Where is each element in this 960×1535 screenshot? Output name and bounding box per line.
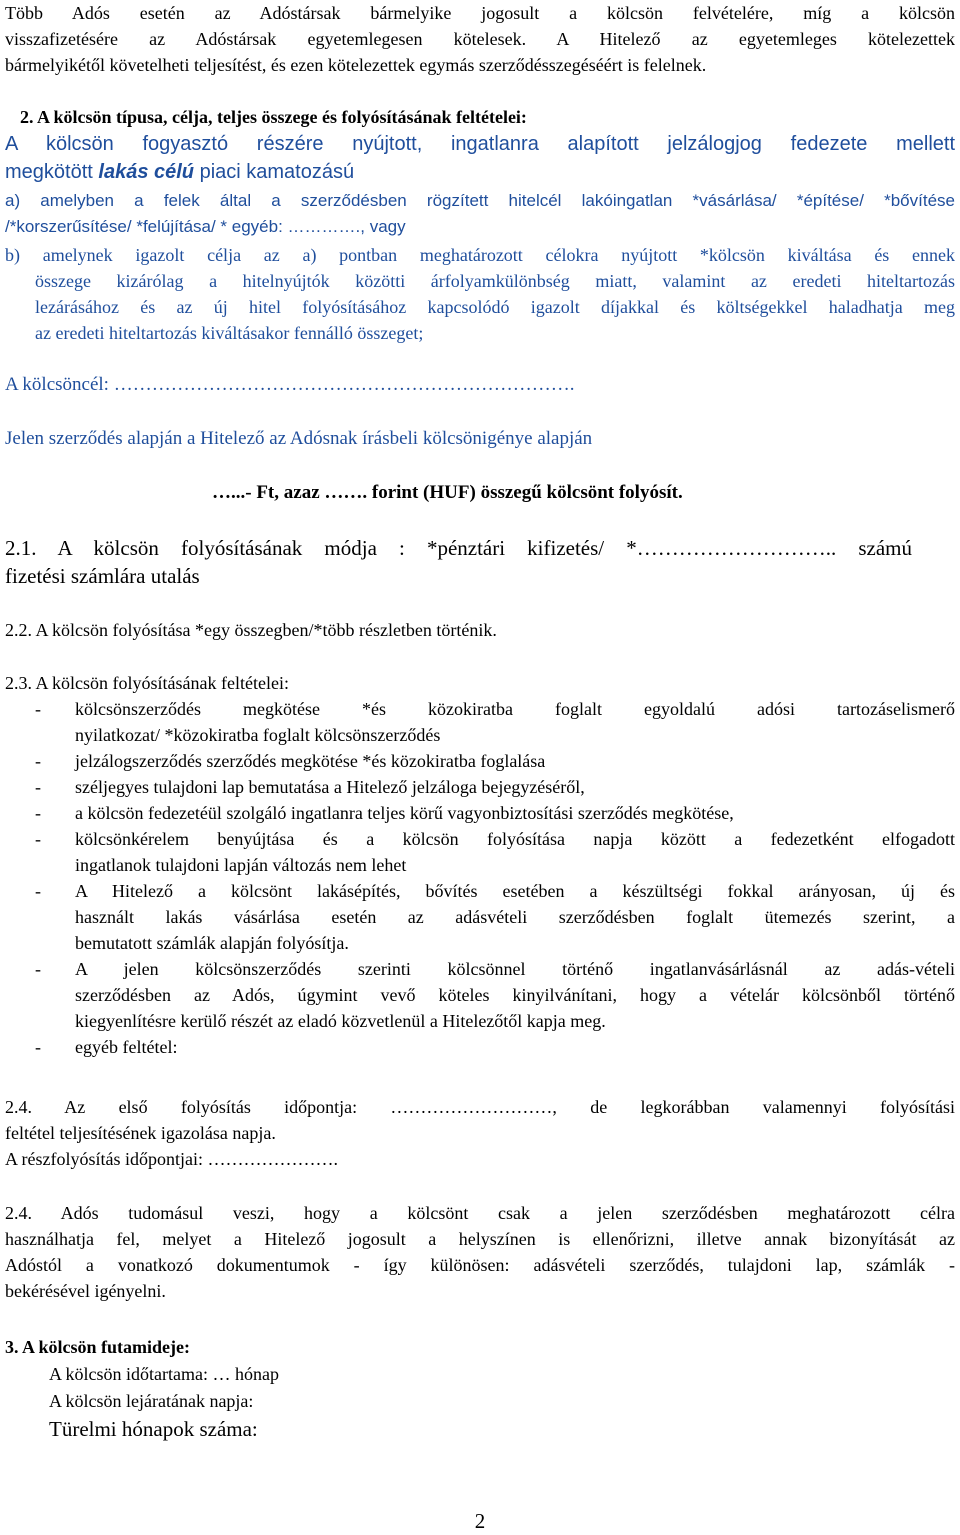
item-b-line-1: b) amelynek igazolt célja az a) pontban meghatározott célokra nyújtott *kölcsön kiváltása és ennek bbox=[5, 245, 955, 265]
contract-basis: Jelen szerződés alapján a Hitelező az Adósnak írásbeli kölcsönigénye alapján bbox=[5, 428, 593, 449]
condition-line: széljegyes tulajdoni lap bemutatása a Hitelező jelzáloga bejegyzéséről, bbox=[75, 777, 585, 797]
list-dash: - bbox=[35, 881, 41, 901]
section-2-2: 2.2. A kölcsön folyósítása *egy összegben/*több részletben történik. bbox=[5, 620, 497, 640]
condition-line: jelzálogszerződés szerződés megkötése *és közokiratba foglalása bbox=[75, 751, 546, 771]
page-number: 2 bbox=[474, 1509, 486, 1533]
condition-line: A jelen kölcsönszerződés szerinti kölcsönnel történő ingatlanvásárlásnál az adás-vételi bbox=[75, 959, 955, 979]
section-3-heading: 3. A kölcsön futamideje: bbox=[5, 1337, 191, 1357]
condition-line: bemutatott számlák alapján folyósítja. bbox=[75, 933, 349, 953]
purpose-use-line-1: 2.4. Adós tudomásul veszi, hogy a kölcsönt csak a jelen szerződésben meghatározott célra bbox=[5, 1203, 955, 1223]
loan-type-line-2 bbox=[5, 158, 955, 186]
condition-line: nyilatkozat/ *közokiratba foglalt kölcsönszerződés bbox=[75, 725, 441, 745]
list-dash: - bbox=[35, 803, 41, 823]
condition-line: egyéb feltétel: bbox=[75, 1037, 178, 1057]
loan-type-line-1: A kölcsön fogyasztó részére nyújtott, ingatlanra alapított jelzálogjog fedezete mellett bbox=[5, 133, 955, 155]
intro-line-3: bármelyikétől követelheti teljesítést, és ezen kötelezettek egymás szerződésszegéséért is felelnek. bbox=[5, 55, 707, 75]
item-a-line-2: /*korszerűsítése/ *felújítása/ * egyéb: …………., vagy bbox=[5, 217, 406, 236]
condition-item bbox=[5, 956, 955, 1034]
first-disbursement-line-1: 2.4. Az első folyósítás időpontja: ………………………, de legkorábban valamennyi folyósítási bbox=[5, 1097, 955, 1117]
loan-maturity-date: A kölcsön lejáratának napja: bbox=[49, 1391, 254, 1411]
item-b-line-3: lezárásához és az új hitel folyósításához kapcsolódó igazolt díjakkal és költségekkel haladhatja meg bbox=[35, 297, 955, 317]
list-dash: - bbox=[35, 1037, 41, 1057]
section-2-1-line-2: fizetési számlára utalás bbox=[5, 564, 200, 588]
item-b-line-2: összege kizárólag a hitelnyújtók közötti árfolyamkülönbség miatt, valamint az eredeti hiteltartozás bbox=[35, 271, 955, 291]
section-2-1-line-1: 2.1. A kölcsön folyósításának módja : *pénztári kifizetés/ *……………………….. számú bbox=[5, 536, 912, 560]
section-2-heading: 2. A kölcsön típusa, célja, teljes összege és folyósításának feltételei: bbox=[20, 107, 527, 127]
list-dash: - bbox=[35, 699, 41, 719]
condition-item bbox=[5, 1034, 955, 1060]
condition-line: a kölcsön fedezetéül szolgáló ingatlanra teljes körű vagyonbiztosítási szerződés megkötése, bbox=[75, 803, 734, 823]
item-b-line-4: az eredeti hiteltartozás kiváltásakor fennálló összeget; bbox=[35, 323, 424, 343]
list-dash: - bbox=[35, 829, 41, 849]
purpose-use-line-2: használhatja fel, melyet a Hitelező jogosult a helyszínen is ellenőrizni, illetve annak bizonyítását az bbox=[5, 1229, 955, 1249]
purpose-use-line-4: bekérésével igényelni. bbox=[5, 1281, 166, 1301]
loan-purpose-emphasis: lakás célú bbox=[98, 161, 195, 183]
condition-item bbox=[5, 748, 955, 774]
condition-line: használt lakás vásárlása esetén az adásvételi szerződésben foglalt ütemezés szerint, a bbox=[75, 907, 955, 927]
list-dash: - bbox=[35, 959, 41, 979]
section-2-1 bbox=[5, 534, 955, 590]
condition-item bbox=[5, 696, 955, 748]
intro-line-1: Több Adós esetén az Adóstársak bármelyike jogosult a kölcsön felvételére, míg a kölcsön bbox=[5, 3, 955, 23]
condition-line: kiegyenlítésre kerülő részét az eladó közvetlenül a Hitelezőtől kapja meg. bbox=[75, 1011, 606, 1031]
section-2-3-heading: 2.3. A kölcsön folyósításának feltételei: bbox=[5, 673, 289, 693]
first-disbursement-line-2: feltétel teljesítésének igazolása napja. bbox=[5, 1123, 276, 1143]
loan-amount: …...- Ft, azaz ……. forint (HUF) összegű kölcsönt folyósít. bbox=[212, 482, 683, 503]
item-a-line-1: a) amelyben a felek által a szerződésben rögzített hitelcél lakóingatlan *vásárlása/ *építése/ *bővítése bbox=[5, 191, 955, 210]
condition-line: kölcsönkérelem benyújtása és a kölcsön folyósítása napja között a fedezetként elfogadott bbox=[75, 829, 955, 849]
partial-disbursement-dates: A részfolyósítás időpontjai: …………………. bbox=[5, 1149, 338, 1169]
loan-type-text-b: piaci kamatozású bbox=[194, 161, 355, 183]
condition-item bbox=[5, 800, 955, 826]
item-b bbox=[5, 242, 955, 346]
section-3 bbox=[5, 1334, 955, 1444]
condition-item bbox=[5, 826, 955, 878]
section-2 bbox=[5, 104, 955, 346]
loan-purpose-field: A kölcsöncél: ………………………………………………………………. bbox=[5, 374, 575, 395]
list-dash: - bbox=[35, 777, 41, 797]
condition-line: A Hitelező a kölcsönt lakásépítés, bővítés esetében a készültségi fokkal arányosan, új és bbox=[75, 881, 955, 901]
purpose-use-line-3: Adóstól a vonatkozó dokumentumok - így különösen: adásvételi szerződés, tulajdoni lap, számlák - bbox=[5, 1255, 955, 1275]
condition-line: szerződésben az Adós, úgymint vevő köteles kinyilvánítani, hogy a vételár kölcsönből történő bbox=[75, 985, 955, 1005]
loan-duration: A kölcsön időtartama: … hónap bbox=[49, 1364, 279, 1384]
section-2-4-second bbox=[5, 1200, 955, 1304]
conditions-list bbox=[5, 696, 955, 1060]
intro-line-2: visszafizetésére az Adóstársak egyetemlegesen kötelesek. A Hitelező az egyetemleges kötelezettek bbox=[5, 29, 955, 49]
condition-item bbox=[5, 878, 955, 956]
condition-line: kölcsönszerződés megkötése *és közokiratba foglalt egyoldalú adósi tartozáselismerő bbox=[75, 699, 955, 719]
section-2-4-first bbox=[5, 1094, 955, 1172]
condition-line: ingatlanok tulajdoni lapján változás nem lehet bbox=[75, 855, 407, 875]
condition-item bbox=[5, 774, 955, 800]
list-dash: - bbox=[35, 751, 41, 771]
section-2-3 bbox=[5, 670, 955, 1060]
loan-type-text-a: megkötött bbox=[5, 161, 99, 183]
grace-months: Türelmi hónapok száma: bbox=[49, 1417, 258, 1441]
intro-paragraph bbox=[5, 0, 955, 78]
